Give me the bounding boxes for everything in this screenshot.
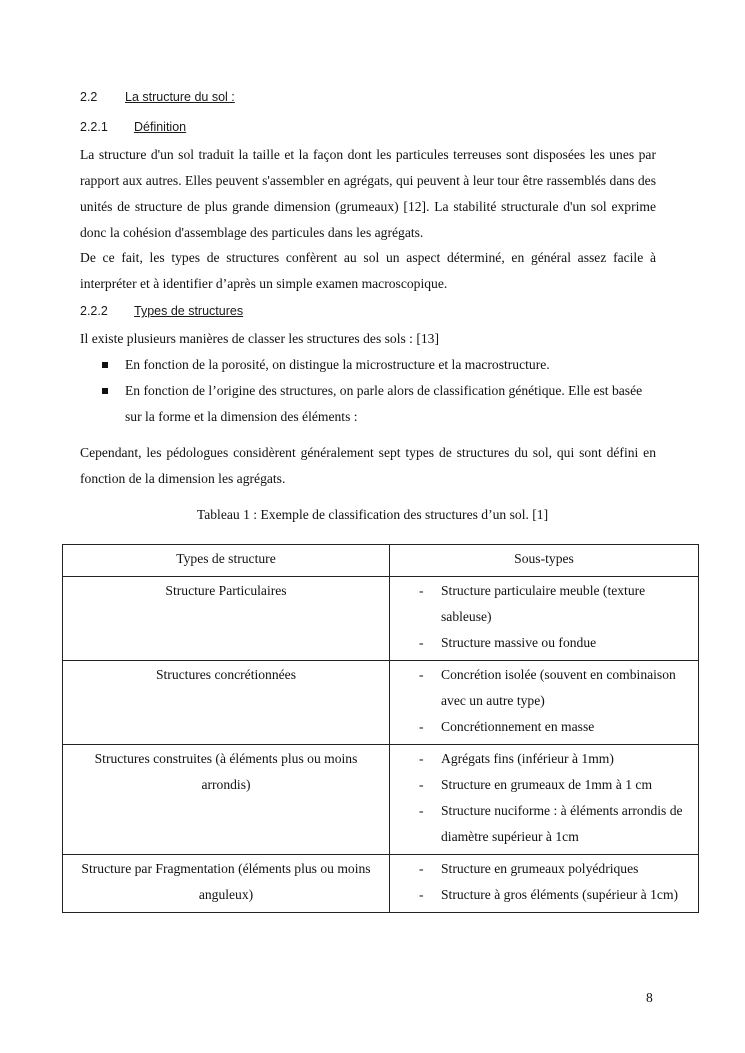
dash-marker: -: [419, 583, 424, 598]
bullet-item: [80, 352, 656, 378]
cell-subtypes: [390, 745, 699, 855]
cell-type: Structures construites (à éléments plus ou moins arrondis): [63, 745, 390, 855]
header-cell-subtypes: Sous-types: [390, 545, 699, 577]
table-row: [63, 745, 699, 855]
subtype-item: [398, 714, 690, 740]
bullet-item: [80, 378, 656, 430]
classification-table: [62, 544, 699, 913]
subtype-list: [398, 662, 690, 740]
subtype-item: [398, 882, 690, 908]
section-title: La structure du sol :: [125, 90, 235, 104]
dash-marker: -: [419, 635, 424, 650]
subsection-heading-definition: [80, 120, 186, 134]
subsection-number: 2.2.1: [80, 120, 108, 134]
subtype-item: [398, 662, 690, 714]
subtype-item: [398, 746, 690, 772]
subtype-text: Concrétion isolée (souvent en combinaison avec un autre type): [441, 667, 676, 708]
cell-subtypes: [390, 661, 699, 745]
subsection-number: 2.2.2: [80, 304, 108, 318]
subtype-text: Structure à gros éléments (supérieur à 1cm): [441, 887, 679, 902]
cell-subtypes: [390, 855, 699, 913]
table-row: [63, 855, 699, 913]
dash-marker: -: [419, 719, 424, 734]
table-header-row: [63, 545, 699, 577]
subtype-list: [398, 578, 690, 656]
section-heading: [80, 90, 235, 104]
subtype-text: Concrétionnement en masse: [441, 719, 595, 734]
header-cell-type: Types de structure: [63, 545, 390, 577]
table-caption: Tableau 1 : Exemple de classification des structures d’un sol. [1]: [196, 507, 549, 522]
dash-marker: -: [419, 803, 424, 818]
dash-marker: -: [419, 887, 424, 902]
subtype-text: Structure en grumeaux de 1mm à 1 cm: [441, 777, 653, 792]
square-bullet-icon: [102, 362, 108, 368]
paragraph-pedologues: Cependant, les pédologues considèrent généralement sept types de structures du sol, qui sont défini en fonction de la dimension les agrégats.: [80, 445, 656, 486]
cell-type: Structures concrétionnées: [63, 661, 390, 745]
subtype-text: Agrégats fins (inférieur à 1mm): [441, 751, 614, 766]
subtype-list: [398, 746, 690, 850]
subtype-text: Structure en grumeaux polyédriques: [441, 861, 639, 876]
cell-subtypes: [390, 577, 699, 661]
section-number: 2.2: [80, 90, 98, 104]
dash-marker: -: [419, 861, 424, 876]
paragraph-aspect: De ce fait, les types de structures confèrent au sol un aspect déterminé, en général assez facile à interpréter et à identifier d’après un simple examen macroscopique.: [80, 250, 656, 291]
paragraph-definition: La structure d'un sol traduit la taille et la façon dont les particules terreuses sont disposées les unes par rapport aux autres. Elles peuvent s'assembler en agrégats, qui peuvent à leur tour être rassemblés dans des unités de structure de plus grande dimension (grumeaux) [12]. La stabilité structurale d'un sol exprime donc la cohésion d'assemblage des particules dans les agrégats.: [80, 147, 656, 240]
subtype-text: Structure nuciforme : à éléments arrondis de diamètre supérieur à 1cm: [441, 803, 683, 844]
dash-marker: -: [419, 777, 424, 792]
square-bullet-icon: [102, 388, 108, 394]
subtype-text: Structure particulaire meuble (texture sableuse): [441, 583, 646, 624]
dash-marker: -: [419, 667, 424, 682]
bullet-text: En fonction de l’origine des structures, on parle alors de classification génétique. Elle est basée sur la forme et la dimension des éléments :: [125, 383, 643, 424]
dash-marker: -: [419, 751, 424, 766]
subsection-title: Types de structures: [134, 304, 244, 318]
subtype-item: [398, 630, 690, 656]
subtype-item: [398, 772, 690, 798]
subtype-list: [398, 856, 690, 908]
subtype-text: Structure massive ou fondue: [441, 635, 597, 650]
subsection-heading-types: [80, 304, 243, 318]
table-row: [63, 661, 699, 745]
bullet-text: En fonction de la porosité, on distingue la microstructure et la macrostructure.: [125, 357, 550, 372]
cell-type: Structure par Fragmentation (éléments plus ou moins anguleux): [63, 855, 390, 913]
subsection-title: Définition: [134, 120, 187, 134]
table-row: [63, 577, 699, 661]
paragraph-classification-intro: Il existe plusieurs manières de classer les structures des sols : [13]: [80, 331, 440, 346]
page-number: 8: [646, 990, 653, 1005]
subtype-item: [398, 798, 690, 850]
cell-type: Structure Particulaires: [63, 577, 390, 661]
subtype-item: [398, 856, 690, 882]
bullet-list: [80, 352, 656, 430]
subtype-item: [398, 578, 690, 630]
